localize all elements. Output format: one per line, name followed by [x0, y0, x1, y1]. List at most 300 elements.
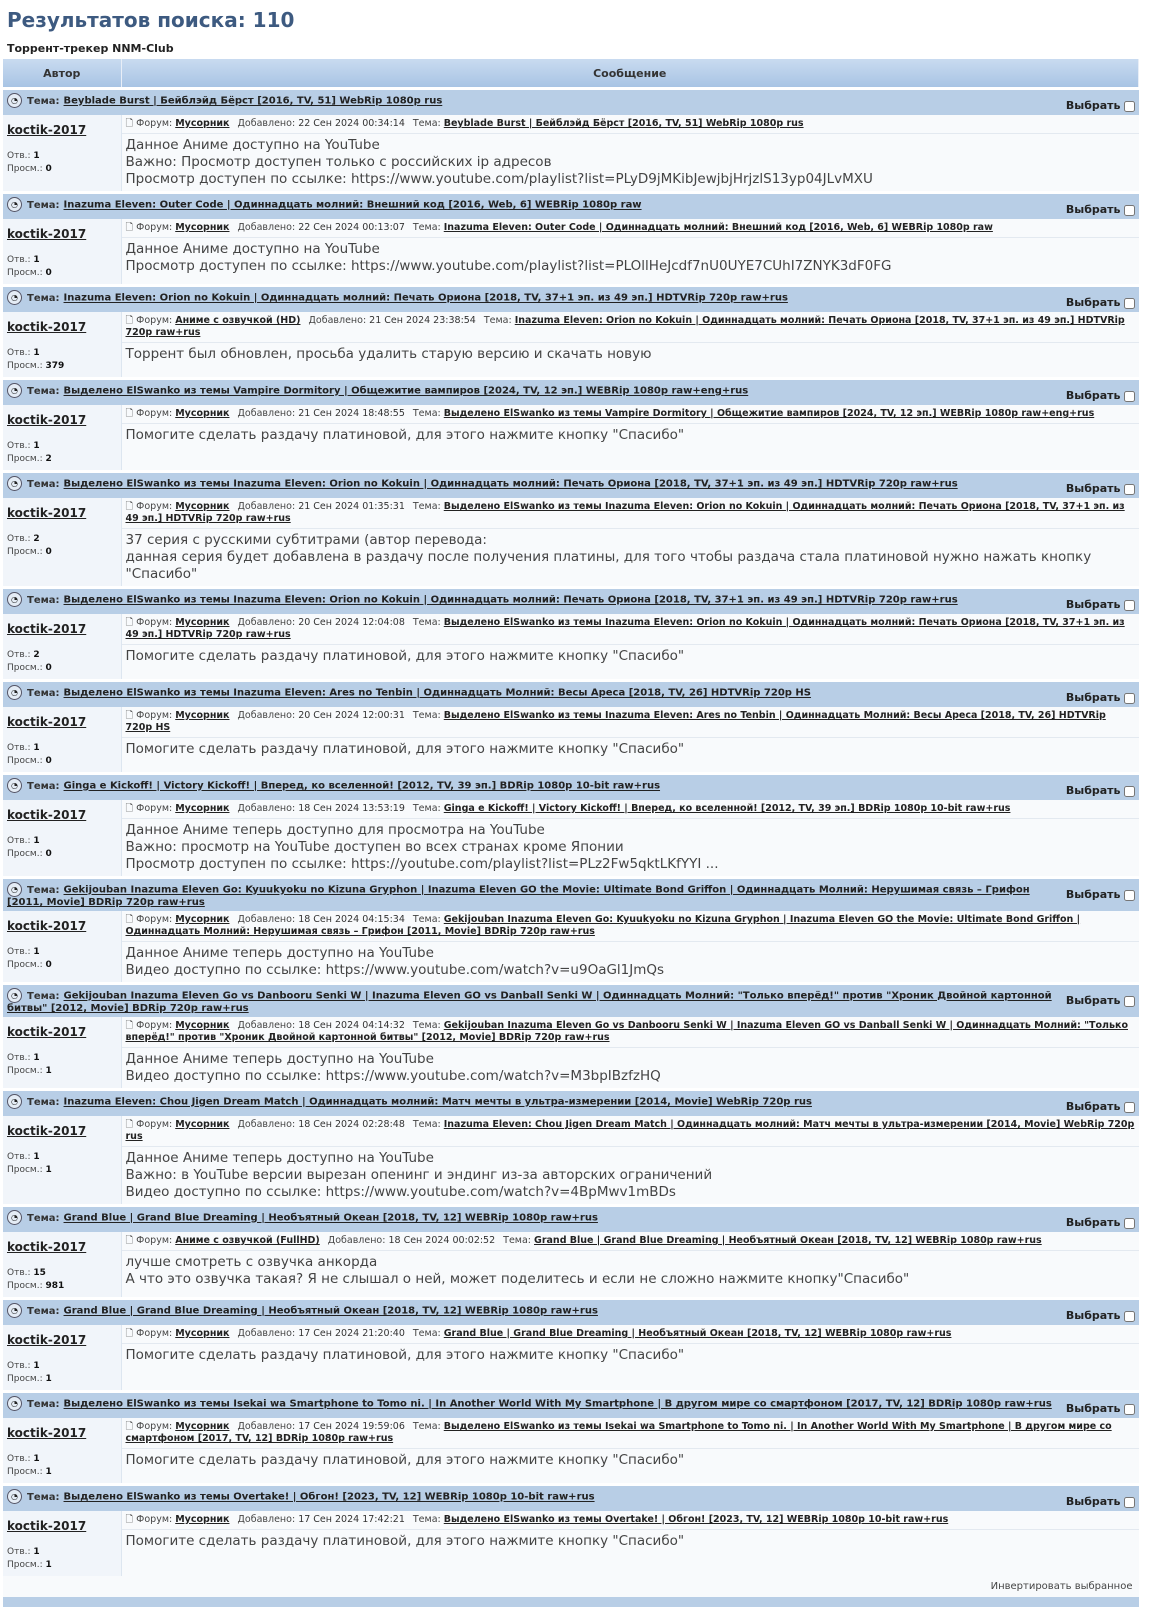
added-label: Добавлено: [237, 1514, 296, 1525]
topic-row [3, 588, 1139, 615]
topic-link[interactable]: Inazuma Eleven: Outer Code | Одиннадцать молний: Внешний код [2016, Web, 6] WEBRip 1080p raw [63, 199, 642, 211]
topic-label: Тема: [27, 478, 60, 490]
added-label: Добавлено: [237, 1421, 296, 1432]
select-label: Выбрать [1065, 1100, 1121, 1113]
forum-label: Форум: [136, 1514, 173, 1525]
forum-link[interactable]: Мусорник [175, 1514, 230, 1525]
select-control [1066, 1216, 1135, 1229]
post-body [122, 1147, 1139, 1204]
replies-count: 1 [33, 836, 40, 846]
replies-label: Отв.: [7, 1053, 31, 1063]
replies-count: 15 [33, 1268, 46, 1278]
added-label: Добавлено: [237, 710, 296, 721]
forum-label: Форум: [136, 710, 173, 721]
replies-label: Отв.: [7, 1547, 31, 1557]
select-checkbox[interactable] [1124, 1102, 1135, 1113]
added-label: Добавлено: [237, 914, 296, 925]
post-row [3, 115, 1139, 193]
select-checkbox[interactable] [1124, 1311, 1135, 1322]
views-label: Просм.: [7, 268, 43, 278]
post-icon: 🗋 [125, 1235, 137, 1246]
topic-label: Тема: [27, 1398, 60, 1410]
select-control [1066, 994, 1135, 1007]
forum-link[interactable]: Мусорник [175, 803, 230, 814]
topic-link[interactable]: Gekijouban Inazuma Eleven Go: Kyuukyoku no Kizuna Gryphon | Inazuma Eleven GO the Movie: Ultimate Bond Griffon | Одиннадцать Молний: Нерушимая связь – Грифон [2011, Movie] BDRip 720p raw+rus [7, 884, 1030, 908]
replies-label: Отв.: [7, 534, 31, 544]
post-row [3, 1511, 1139, 1576]
post-stats [7, 1360, 117, 1386]
topic-label: Тема: [27, 687, 60, 699]
select-control [1066, 482, 1135, 495]
author-link[interactable]: koctik-2017 [7, 123, 87, 137]
post-line: Помогите сделать раздачу платиновой, для этого нажмите кнопку "Спасибо" [125, 741, 685, 757]
author-link[interactable]: koctik-2017 [7, 227, 87, 241]
select-checkbox[interactable] [1124, 484, 1135, 495]
message-cell [121, 614, 1139, 681]
post-stats [7, 1546, 117, 1572]
views-label: Просм.: [7, 1066, 43, 1076]
select-label: Выбрать [1065, 1495, 1121, 1508]
post-date: 21 Сен 2024 23:38:54 [369, 315, 476, 326]
topic-icon: ◔ [7, 1489, 22, 1504]
select-label: Выбрать [1065, 888, 1121, 901]
select-checkbox[interactable] [1124, 391, 1135, 402]
topic-label: Тема: [27, 1212, 60, 1224]
views-label: Просм.: [7, 1374, 43, 1384]
post-body [122, 424, 1139, 447]
views-label: Просм.: [7, 1467, 43, 1477]
views-count: 1 [45, 1374, 52, 1384]
topic-row [3, 286, 1139, 313]
post-body [122, 134, 1139, 191]
author-link[interactable]: koctik-2017 [7, 622, 87, 636]
post-topic-link[interactable]: Inazuma Eleven: Orion no Kokuin | Одиннадцать молний: Печать Ориона [2018, TV, 37+1 эп. из 49 эп.] HDTVRip 720p raw+rus [125, 315, 1125, 338]
post-topic-link[interactable]: Beyblade Burst | Бейблэйд Бёрст [2016, TV, 51] WebRip 1080p rus [443, 118, 804, 129]
replies-count: 1 [33, 348, 40, 358]
topic-row [3, 1090, 1139, 1117]
replies-count: 2 [33, 534, 40, 544]
topic-row [3, 1392, 1139, 1419]
post-line: Помогите сделать раздачу платиновой, для этого нажмите кнопку "Спасибо" [125, 648, 685, 664]
post-body [122, 819, 1139, 876]
post-topic-link[interactable]: Выделено ElSwanko из темы Isekai wa Smartphone to Tomo ni. | In Another World With My Smartphone | В другом мире со смартфоном [2017, TV, 12] BDRip 1080p raw+rus [125, 1421, 1112, 1444]
select-checkbox[interactable] [1124, 1218, 1135, 1229]
post-row [3, 911, 1139, 984]
select-checkbox[interactable] [1124, 996, 1135, 1007]
topic-label: Тема: [412, 1328, 441, 1339]
author-link[interactable]: koctik-2017 [7, 1519, 87, 1533]
topic-link[interactable]: Inazuma Eleven: Chou Jigen Dream Match | Одиннадцать молний: Матч мечты в ультра-измерении [2014, Movie] WebRip 720p rus [63, 1096, 812, 1108]
topic-icon: ◔ [7, 1303, 22, 1318]
post-line: Просмотр доступен по ссылке: https://www.youtube.com/playlist?list=PLOllHeJcdf7nU0UYE7CUhI7ZNYK3dF0FG [125, 258, 892, 274]
post-body [122, 238, 1139, 278]
topic-label: Тема: [27, 1491, 60, 1503]
topic-link[interactable]: Beyblade Burst | Бейблэйд Бёрст [2016, TV, 51] WebRip 1080p rus [63, 95, 443, 107]
topic-link[interactable]: Ginga e Kickoff! | Victory Kickoff! | Вперед, ко вселенной! [2012, TV, 39 эп.] BDRip 1080p 10-bit raw+rus [63, 780, 661, 792]
forum-link[interactable]: Мусорник [175, 914, 230, 925]
topic-link[interactable]: Выделено ElSwanko из темы Inazuma Eleven: Orion no Kokuin | Одиннадцать молний: Печать Ориона [2018, TV, 37+1 эп. из 49 эп.] HDTVRip 720p raw+rus [63, 478, 958, 490]
topic-icon: ◔ [7, 1396, 22, 1411]
topic-icon: ◔ [7, 882, 22, 897]
post-stats [7, 254, 117, 280]
post-date: 18 Сен 2024 04:14:32 [298, 1020, 405, 1031]
topic-label: Тема: [503, 1235, 531, 1246]
post-icon: 🗋 [125, 1328, 137, 1339]
views-label: Просм.: [7, 1281, 43, 1291]
author-link[interactable]: koctik-2017 [7, 506, 87, 520]
forum-link[interactable]: Мусорник [175, 1328, 230, 1339]
post-body [122, 1449, 1139, 1472]
added-label: Добавлено: [237, 1119, 296, 1130]
select-label: Выбрать [1065, 784, 1121, 797]
post-date: 21 Сен 2024 01:35:31 [298, 501, 405, 512]
forum-link[interactable]: Мусорник [175, 1421, 230, 1432]
topic-row [3, 878, 1139, 912]
post-date: 20 Сен 2024 12:04:08 [298, 617, 405, 628]
topic-link[interactable]: Выделено ElSwanko из темы Vampire Dormitory | Общежитие вампиров [2024, TV, 12 эп.] WEBRip 1080p raw+eng+rus [63, 385, 749, 397]
post-meta [122, 1325, 1139, 1344]
post-line: данная серия будет добавлена в раздачу после получения платины, для того чтобы раздача стала платиновой нужно нажать кнопку "Спасибо" [125, 549, 1092, 582]
views-label: Просм.: [7, 663, 43, 673]
added-label: Добавлено: [237, 501, 296, 512]
replies-label: Отв.: [7, 441, 31, 451]
topic-label: Тема: [412, 914, 441, 925]
views-label: Просм.: [7, 361, 43, 371]
author-link[interactable]: koctik-2017 [7, 1124, 87, 1138]
topic-icon: ◔ [7, 988, 22, 1003]
topic-link[interactable]: Grand Blue | Grand Blue Dreaming | Необъятный Океан [2018, TV, 12] WEBRip 1080p raw+rus [63, 1212, 598, 1224]
message-cell [121, 1232, 1139, 1299]
post-topic-link[interactable]: Выделено ElSwanko из темы Inazuma Eleven: Ares no Tenbin | Одиннадцать Молний: Весы Ареса [2018, TV, 26] HDTVRip 720p HS [125, 710, 1106, 733]
post-meta [122, 498, 1139, 529]
author-cell [3, 911, 121, 984]
post-topic-link[interactable]: Inazuma Eleven: Outer Code | Одиннадцать молний: Внешний код [2016, Web, 6] WEBRip 1080p raw [443, 222, 993, 233]
views-count: 2 [45, 454, 52, 464]
views-count: 981 [45, 1281, 65, 1291]
post-icon: 🗋 [125, 710, 137, 721]
post-line: Помогите сделать раздачу платиновой, для этого нажмите кнопку "Спасибо" [125, 1347, 685, 1363]
author-link[interactable]: koctik-2017 [7, 1426, 87, 1440]
select-control [1066, 389, 1135, 402]
topic-icon: ◔ [7, 476, 22, 491]
post-body [122, 1530, 1139, 1553]
topic-row [3, 379, 1139, 406]
views-label: Просм.: [7, 849, 43, 859]
author-link[interactable]: koctik-2017 [7, 413, 87, 427]
added-label: Добавлено: [237, 408, 296, 419]
topic-label: Тема: [412, 803, 441, 814]
post-date: 17 Сен 2024 17:42:21 [298, 1514, 405, 1525]
select-checkbox[interactable] [1124, 1497, 1135, 1508]
views-count: 1 [45, 1066, 52, 1076]
post-stats [7, 1052, 117, 1078]
topic-label: Тема: [27, 199, 60, 211]
topic-row [3, 774, 1139, 801]
post-line: Важно: в YouTube версии вырезан опенинг и эндинг из-за авторских ограничений [125, 1167, 713, 1183]
author-link[interactable]: koctik-2017 [7, 808, 87, 822]
invert-selection-link[interactable]: Инвертировать выбранное [990, 1581, 1133, 1592]
select-label: Выбрать [1065, 1216, 1121, 1229]
replies-count: 1 [33, 743, 40, 753]
replies-label: Отв.: [7, 947, 31, 957]
post-row [3, 405, 1139, 472]
author-cell [3, 1418, 121, 1485]
topic-link[interactable]: Выделено ElSwanko из темы Overtake! | Обгон! [2023, TV, 12] WEBRip 1080p 10-bit raw+rus [63, 1491, 595, 1503]
post-meta [122, 707, 1139, 738]
topic-label: Тема: [27, 1096, 60, 1108]
author-cell [3, 614, 121, 681]
replies-label: Отв.: [7, 255, 31, 265]
topic-icon: ◔ [7, 383, 22, 398]
post-body [122, 529, 1139, 586]
forum-link[interactable]: Мусорник [175, 1020, 230, 1031]
post-line: Торрент был обновлен, просьба удалить старую версию и скачать новую [125, 346, 652, 362]
topic-link[interactable]: Gekijouban Inazuma Eleven Go vs Danbooru Senki W | Inazuma Eleven GO vs Danball Senki W | Одиннадцать Молний: "Только вперёд!" против "Хроник Двойной картонной битвы" [2012, Movie] BDRip 720p raw+rus [7, 990, 1052, 1014]
topic-label: Тема: [27, 780, 60, 792]
topic-label: Тема: [412, 1421, 441, 1432]
message-cell [121, 115, 1139, 193]
post-meta [122, 312, 1139, 343]
views-count: 0 [45, 663, 52, 673]
forum-label: Форум: [136, 1235, 173, 1246]
post-date: 18 Сен 2024 02:28:48 [298, 1119, 405, 1130]
post-topic-link[interactable]: Gekijouban Inazuma Eleven Go vs Danbooru Senki W | Inazuma Eleven GO vs Danball Senki W | Одиннадцать Молний: "Только вперёд!" против "Хроник Двойной картонной битвы" [2012, Movie] BDRip 720p raw+rus [125, 1020, 1128, 1043]
topic-row [3, 1206, 1139, 1233]
author-cell [3, 498, 121, 588]
select-checkbox[interactable] [1124, 101, 1135, 112]
post-row [3, 1325, 1139, 1392]
select-checkbox[interactable] [1124, 693, 1135, 704]
post-body [122, 645, 1139, 668]
replies-count: 1 [33, 947, 40, 957]
added-label: Добавлено: [237, 222, 296, 233]
views-count: 0 [45, 960, 52, 970]
topic-row [3, 89, 1139, 116]
forum-label: Форум: [136, 1421, 173, 1432]
author-cell [3, 1232, 121, 1299]
post-line: Видео доступно по ссылке: https://www.youtube.com/watch?v=u9OaGl1JmQs [125, 962, 665, 978]
author-cell [3, 800, 121, 878]
forum-label: Форум: [136, 1119, 173, 1130]
topic-link[interactable]: Выделено ElSwanko из темы Inazuma Eleven: Ares no Tenbin | Одиннадцать Молний: Весы Ареса [2018, TV, 26] HDTVRip 720p HS [63, 687, 812, 699]
author-cell [3, 1325, 121, 1392]
topic-link[interactable]: Inazuma Eleven: Orion no Kokuin | Одиннадцать молний: Печать Ориона [2018, TV, 37+1 эп. из 49 эп.] HDTVRip 720p raw+rus [63, 292, 788, 304]
select-label: Выбрать [1065, 1402, 1121, 1415]
author-cell [3, 1017, 121, 1090]
select-checkbox[interactable] [1124, 1404, 1135, 1415]
views-count: 379 [45, 361, 65, 371]
select-checkbox[interactable] [1124, 205, 1135, 216]
post-meta [122, 1511, 1139, 1530]
post-icon: 🗋 [125, 1119, 137, 1130]
topic-icon: ◔ [7, 778, 22, 793]
views-count: 1 [45, 1467, 52, 1477]
topic-label: Тема: [412, 222, 441, 233]
message-cell [121, 312, 1139, 379]
post-meta [122, 1116, 1139, 1147]
post-stats [7, 440, 117, 466]
select-checkbox[interactable] [1124, 786, 1135, 797]
forum-label: Форум: [136, 914, 173, 925]
post-date: 22 Сен 2024 00:13:07 [298, 222, 405, 233]
forum-link[interactable]: Мусорник [175, 222, 230, 233]
added-label: Добавлено: [237, 803, 296, 814]
forum-link[interactable]: Мусорник [175, 1119, 230, 1130]
select-label: Выбрать [1065, 296, 1121, 309]
message-cell [121, 800, 1139, 878]
message-cell [121, 1418, 1139, 1485]
forum-link[interactable]: Аниме с озвучкой (HD) [175, 315, 301, 326]
column-author: Автор [3, 59, 121, 89]
views-count: 1 [45, 1560, 52, 1570]
post-line: Помогите сделать раздачу платиновой, для этого нажмите кнопку "Спасибо" [125, 1452, 685, 1468]
post-line: лучше смотреть с озвучка анкорда [125, 1254, 378, 1270]
post-topic-link[interactable]: Выделено ElSwanko из темы Inazuma Eleven: Orion no Kokuin | Одиннадцать молний: Печать Ориона [2018, TV, 37+1 эп. из 49 эп.] HDTVRip 720p raw+rus [125, 617, 1125, 640]
author-cell [3, 115, 121, 193]
views-label: Просм.: [7, 960, 43, 970]
topic-label: Тема: [412, 710, 441, 721]
post-topic-link[interactable]: Grand Blue | Grand Blue Dreaming | Необъятный Океан [2018, TV, 12] WEBRip 1080p raw+rus [443, 1328, 952, 1339]
topic-label: Тема: [27, 884, 60, 896]
forum-link[interactable]: Аниме с озвучкой (FullHD) [175, 1235, 320, 1246]
post-topic-link[interactable]: Inazuma Eleven: Chou Jigen Dream Match | Одиннадцать молний: Матч мечты в ультра-измерении [2014, Movie] WebRip 720p rus [125, 1119, 1135, 1142]
forum-label: Форум: [136, 803, 173, 814]
select-label: Выбрать [1065, 598, 1121, 611]
topic-label: Тема: [27, 385, 60, 397]
topic-row [3, 681, 1139, 708]
author-link[interactable]: koctik-2017 [7, 1333, 87, 1347]
forum-label: Форум: [136, 408, 173, 419]
site-name: Торрент-трекер NNM-Club [7, 42, 174, 55]
select-label: Выбрать [1065, 1309, 1121, 1322]
post-date: 21 Сен 2024 18:48:55 [298, 408, 405, 419]
message-cell [121, 707, 1139, 774]
post-meta [122, 405, 1139, 424]
select-control [1066, 784, 1135, 797]
topic-icon: ◔ [7, 93, 22, 108]
post-line: Видео доступно по ссылке: https://www.youtube.com/watch?v=M3bpIBzfzHQ [125, 1068, 661, 1084]
message-cell [121, 405, 1139, 472]
replies-label: Отв.: [7, 1454, 31, 1464]
topic-label: Тема: [412, 408, 441, 419]
replies-count: 1 [33, 255, 40, 265]
replies-count: 1 [33, 1361, 40, 1371]
forum-link[interactable]: Мусорник [175, 710, 230, 721]
post-line: Помогите сделать раздачу платиновой, для этого нажмите кнопку "Спасибо" [125, 1533, 685, 1549]
added-label: Добавлено: [237, 118, 296, 129]
post-line: Данное Аниме теперь доступно на YouTube [125, 1051, 434, 1067]
replies-label: Отв.: [7, 348, 31, 358]
post-meta [122, 800, 1139, 819]
post-meta [122, 115, 1139, 134]
author-link[interactable]: koctik-2017 [7, 320, 87, 334]
post-topic-link[interactable]: Grand Blue | Grand Blue Dreaming | Необъятный Океан [2018, TV, 12] WEBRip 1080p raw+rus [534, 1235, 1042, 1246]
post-topic-link[interactable]: Gekijouban Inazuma Eleven Go: Kyuukyoku no Kizuna Gryphon | Inazuma Eleven GO the Movie: Ultimate Bond Griffon | Одиннадцать Молний: Нерушимая связь – Грифон [2011, Movie] BDRip 720p raw+rus [125, 914, 1081, 937]
topic-label: Тема: [412, 617, 441, 628]
topic-link[interactable]: Выделено ElSwanko из темы Inazuma Eleven: Orion no Kokuin | Одиннадцать молний: Печать Ориона [2018, TV, 37+1 эп. из 49 эп.] HDTVRip 720p raw+rus [63, 594, 958, 606]
post-meta [122, 1017, 1139, 1048]
message-cell [121, 1325, 1139, 1392]
post-icon: 🗋 [125, 408, 137, 419]
select-checkbox[interactable] [1124, 890, 1135, 901]
author-link[interactable]: koctik-2017 [7, 1240, 87, 1254]
topic-label: Тема: [483, 315, 512, 326]
views-label: Просм.: [7, 756, 43, 766]
replies-label: Отв.: [7, 743, 31, 753]
select-checkbox[interactable] [1124, 298, 1135, 309]
topic-row [3, 1485, 1139, 1512]
topic-label: Тема: [412, 118, 441, 129]
author-link[interactable]: koctik-2017 [7, 715, 87, 729]
replies-label: Отв.: [7, 151, 31, 161]
post-stats [7, 946, 117, 972]
topic-link[interactable]: Выделено ElSwanko из темы Isekai wa Smartphone to Tomo ni. | In Another World With My Smartphone | В другом мире со смартфоном [2017, TV, 12] BDRip 1080p raw+rus [63, 1398, 1052, 1410]
topic-icon: ◔ [7, 1210, 22, 1225]
post-stats [7, 533, 117, 559]
author-link[interactable]: koctik-2017 [7, 1025, 87, 1039]
post-body [122, 738, 1139, 761]
post-body [122, 1048, 1139, 1088]
forum-link[interactable]: Мусорник [175, 617, 230, 628]
select-label: Выбрать [1065, 389, 1121, 402]
post-line: Данное Аниме доступно на YouTube [125, 241, 380, 257]
forum-link[interactable]: Мусорник [175, 408, 230, 419]
forum-link[interactable]: Мусорник [175, 501, 230, 512]
bottom-bar [3, 1597, 1139, 1607]
select-control [1066, 1495, 1135, 1508]
replies-label: Отв.: [7, 1268, 31, 1278]
post-line: А что это озвучка такая? Я не слышал о ней, может поделитесь и если не сложно нажмите кнопку"Спасибо" [125, 1271, 910, 1287]
replies-label: Отв.: [7, 1152, 31, 1162]
select-label: Выбрать [1065, 99, 1121, 112]
post-icon: 🗋 [125, 118, 137, 129]
author-link[interactable]: koctik-2017 [7, 919, 87, 933]
post-icon: 🗋 [125, 803, 137, 814]
topic-label: Тема: [27, 1305, 60, 1317]
post-icon: 🗋 [125, 1020, 137, 1031]
topic-label: Тема: [27, 292, 60, 304]
post-topic-link[interactable]: Выделено ElSwanko из темы Vampire Dormitory | Общежитие вампиров [2024, TV, 12 эп.] WEBRip 1080p raw+eng+rus [443, 408, 1095, 419]
topic-link[interactable]: Grand Blue | Grand Blue Dreaming | Необъятный Океан [2018, TV, 12] WEBRip 1080p raw+rus [63, 1305, 598, 1317]
added-label: Добавлено: [308, 315, 367, 326]
forum-link[interactable]: Мусорник [175, 118, 230, 129]
topic-row [3, 984, 1139, 1018]
author-cell [3, 1511, 121, 1576]
views-label: Просм.: [7, 164, 43, 174]
post-icon: 🗋 [125, 501, 137, 512]
topic-label: Тема: [412, 1119, 441, 1130]
select-checkbox[interactable] [1124, 600, 1135, 611]
select-control [1066, 1309, 1135, 1322]
post-topic-link[interactable]: Выделено ElSwanko из темы Overtake! | Обгон! [2023, TV, 12] WEBRip 1080p 10-bit raw+rus [443, 1514, 949, 1525]
forum-label: Форум: [136, 1328, 173, 1339]
message-cell [121, 1511, 1139, 1576]
post-topic-link[interactable]: Ginga e Kickoff! | Victory Kickoff! | Вперед, ко вселенной! [2012, TV, 39 эп.] BDRip 1080p 10-bit raw+rus [443, 803, 1011, 814]
post-row [3, 1232, 1139, 1299]
post-topic-link[interactable]: Выделено ElSwanko из темы Inazuma Eleven: Orion no Kokuin | Одиннадцать молний: Печать Ориона [2018, TV, 37+1 эп. из 49 эп.] HDTVRip 720p raw+rus [125, 501, 1125, 524]
select-control [1066, 1402, 1135, 1415]
post-line: Важно: просмотр на YouTube доступен во всех странах кроме Японии [125, 839, 624, 855]
replies-count: 1 [33, 1053, 40, 1063]
added-label: Добавлено: [237, 1020, 296, 1031]
views-count: 1 [45, 1165, 52, 1175]
views-label: Просм.: [7, 1560, 43, 1570]
topic-label: Тема: [27, 95, 60, 107]
post-stats [7, 1267, 117, 1293]
added-label: Добавлено: [237, 617, 296, 628]
post-icon: 🗋 [125, 914, 137, 925]
author-cell [3, 707, 121, 774]
